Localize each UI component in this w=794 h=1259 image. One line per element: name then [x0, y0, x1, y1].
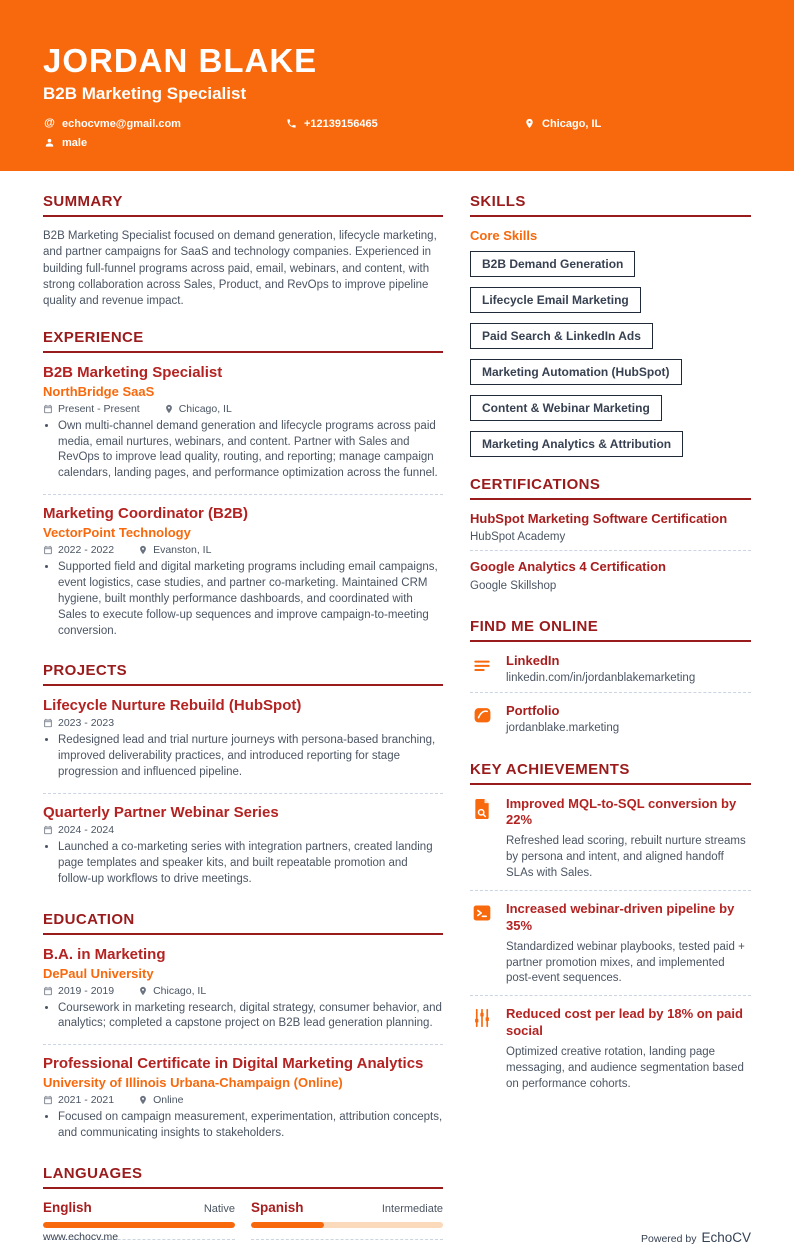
contact-location — [523, 117, 601, 130]
education-item — [43, 946, 443, 1037]
education-heading: EDUCATION — [43, 911, 443, 935]
right-column — [470, 193, 751, 1259]
calendar-icon — [43, 718, 53, 728]
skill-chip: Content & Webinar Marketing — [470, 395, 662, 421]
document-search-icon — [470, 796, 494, 882]
certifications-heading: CERTIFICATIONS — [470, 476, 751, 500]
experience-bullet: • Own multi-channel demand generation and lifecycle programs across paid media, email nurtures, webinars, and content. Partner with Sales and RevOps to improve lead quality, routing, and reporting; manage campaign calendars, landing pages, and performance optimization across the funnel. — [58, 419, 443, 482]
location-pin-icon — [138, 1095, 148, 1105]
person-job-title: B2B Marketing Specialist — [43, 84, 247, 103]
experience-job-title: B2B Marketing Specialist — [43, 363, 223, 381]
sliders-icon — [470, 1006, 494, 1092]
phone-icon — [285, 117, 298, 130]
calendar-icon — [43, 1095, 53, 1105]
key-achievements-heading: KEY ACHIEVEMENTS — [470, 761, 751, 785]
linkedin-lines-icon — [470, 653, 494, 684]
certification-item — [470, 511, 751, 550]
online-profile-item — [470, 653, 751, 692]
education-dates: 2019 - 2019 — [58, 984, 115, 997]
project-dates: 2023 - 2023 — [58, 717, 115, 730]
education-bullets — [43, 1001, 443, 1033]
project-bullet: • Launched a co-marketing series with integration partners, created landing page templates and speaker kits, and built repeatable promotion and follow-up workflows to drive meetings. — [58, 840, 443, 888]
skill-chip: Marketing Automation (HubSpot) — [470, 359, 682, 385]
section-summary — [43, 193, 443, 310]
language-name: English — [43, 1199, 92, 1215]
project-bullets — [43, 840, 443, 888]
contact-email — [43, 117, 285, 130]
contact-row-1 — [43, 117, 751, 130]
experience-meta — [43, 403, 443, 415]
resume-body — [0, 171, 794, 1259]
location-pin-icon — [523, 117, 536, 130]
experience-job-title: Marketing Coordinator (B2B) — [43, 505, 249, 523]
certification-issuer: Google Skillshop — [470, 579, 557, 592]
project-dates: 2024 - 2024 — [58, 823, 115, 836]
contact-phone — [285, 117, 523, 130]
location-pin-icon — [138, 545, 148, 555]
location-value: Chicago, IL — [542, 117, 602, 130]
experience-company: VectorPoint Technology — [43, 525, 191, 541]
achievement-description: Standardized webinar playbooks, tested paid + partner promotion mixes, and implemented post-event sequences. — [506, 940, 745, 985]
section-find-me-online — [470, 618, 751, 742]
contact-gender — [43, 136, 87, 149]
education-degree: Professional Certificate in Digital Marketing Analytics — [43, 1055, 424, 1073]
resume-header — [0, 0, 794, 171]
online-profile-url[interactable]: linkedin.com/in/jordanblakemarketing — [506, 671, 696, 684]
portfolio-icon — [470, 703, 494, 734]
contact-row-2 — [43, 136, 751, 149]
achievement-item — [470, 796, 751, 890]
education-location: Chicago, IL — [153, 984, 207, 997]
project-item — [43, 793, 443, 892]
gender-value: male — [62, 136, 88, 149]
section-experience — [43, 329, 443, 644]
achievement-description: Optimized creative rotation, landing page messaging, and audience segmentation based on performance cohorts. — [506, 1046, 744, 1090]
achievement-text-block — [506, 1006, 751, 1092]
online-profile-label: Portfolio — [506, 702, 560, 718]
education-item — [43, 1044, 443, 1146]
certification-name: Google Analytics 4 Certification — [470, 559, 667, 575]
language-name: Spanish — [251, 1199, 304, 1215]
education-meta — [43, 985, 443, 997]
skills-heading: SKILLS — [470, 193, 751, 217]
brand-name: EchoCV — [701, 1229, 751, 1245]
language-level: Intermediate — [381, 1202, 443, 1215]
left-column — [43, 193, 443, 1259]
calendar-icon — [43, 404, 53, 414]
summary-heading: SUMMARY — [43, 193, 443, 217]
section-education — [43, 911, 443, 1146]
email-at-icon: @ — [44, 117, 55, 129]
calendar-icon — [43, 545, 53, 555]
achievement-title: Improved MQL-to-SQL conversion by 22% — [506, 795, 737, 828]
experience-company: NorthBridge SaaS — [43, 383, 155, 399]
education-school: DePaul University — [43, 965, 154, 981]
education-bullet: • Focused on campaign measurement, experimentation, attribution concepts, and communicating insights to stakeholders. — [58, 1110, 443, 1142]
achievement-item — [470, 890, 751, 995]
skill-chip: Marketing Analytics & Attribution — [470, 431, 683, 457]
education-dates: 2021 - 2021 — [58, 1094, 115, 1107]
project-meta — [43, 824, 443, 836]
achievement-title: Reduced cost per lead by 18% on paid social — [506, 1006, 743, 1039]
person-name: JORDAN BLAKE — [43, 42, 318, 79]
certification-name: HubSpot Marketing Software Certification — [470, 511, 728, 526]
powered-by — [641, 1230, 751, 1245]
experience-dates: 2022 - 2022 — [58, 544, 115, 557]
experience-item — [43, 364, 443, 486]
footer-site-url: www.echocv.me — [43, 1231, 119, 1244]
terminal-icon — [470, 901, 494, 987]
project-bullets — [43, 733, 443, 781]
online-profile-item — [470, 692, 751, 742]
project-title: Lifecycle Nurture Rebuild (HubSpot) — [43, 697, 302, 715]
online-profile-url[interactable]: jordanblake.marketing — [506, 721, 620, 734]
experience-item — [43, 494, 443, 643]
certification-item — [470, 550, 751, 598]
education-school: University of Illinois Urbana-Champaign (Online) — [43, 1075, 343, 1091]
project-title: Quarterly Partner Webinar Series — [43, 803, 279, 821]
calendar-icon — [43, 986, 53, 996]
phone-value: +12139156465 — [304, 117, 378, 130]
online-profile-text — [506, 653, 695, 684]
location-pin-icon — [138, 986, 148, 996]
online-profile-label: LinkedIn — [506, 652, 560, 668]
location-pin-icon — [164, 404, 174, 414]
experience-location: Evanston, IL — [153, 544, 212, 557]
language-level: Native — [203, 1202, 235, 1215]
experience-heading: EXPERIENCE — [43, 329, 443, 353]
projects-heading: PROJECTS — [43, 662, 443, 686]
achievement-item — [470, 995, 751, 1100]
section-skills — [470, 193, 751, 457]
skills-group-label: Core Skills — [470, 228, 538, 243]
achievement-description: Refreshed lead scoring, rebuilt nurture streams by persona and intent, and aligned handoff SLAs with Sales. — [506, 835, 746, 879]
experience-bullets — [43, 419, 443, 482]
email-value: echocvme@gmail.com — [62, 117, 181, 130]
education-bullets — [43, 1110, 443, 1142]
experience-bullet: • Supported field and digital marketing programs including email campaigns, event logistics, case studies, and partner co-marketing. Maintained CRM hygiene, built monthly performance dashboards, and coordinated with Sales to execute follow-up sequences and improve campaign-to-meeting conversion. — [58, 560, 443, 639]
achievement-text-block — [506, 796, 751, 882]
find-me-online-heading: FIND ME ONLINE — [470, 618, 751, 642]
summary-text: B2B Marketing Specialist focused on demand generation, lifecycle marketing, and partner campaigns for SaaS and technology companies. Experienced in building full-funnel programs across paid, email, webinars, and content, with strong collaboration across Sales, Product, and RevOps to improve pipeline quality and revenue impact. — [43, 230, 437, 308]
education-bullet: • Coursework in marketing research, digital strategy, consumer behavior, and analytics; completed a capstone project on B2B lead generation planning. — [58, 1001, 443, 1033]
achievement-title: Increased webinar-driven pipeline by 35% — [506, 900, 735, 933]
page-footer — [0, 1220, 794, 1259]
education-location: Online — [153, 1094, 184, 1107]
skill-chip: Lifecycle Email Marketing — [470, 287, 641, 313]
experience-location: Chicago, IL — [178, 402, 232, 415]
languages-heading: LANGUAGES — [43, 1165, 443, 1189]
section-certifications — [470, 476, 751, 599]
project-item — [43, 697, 443, 785]
education-degree: B.A. in Marketing — [43, 945, 166, 963]
education-meta — [43, 1094, 443, 1106]
skill-chip: Paid Search & LinkedIn Ads — [470, 323, 653, 349]
person-icon — [43, 136, 56, 149]
online-profile-text — [506, 703, 619, 734]
powered-by-prefix: Powered by — [641, 1232, 697, 1245]
calendar-icon — [43, 825, 53, 835]
project-meta — [43, 717, 443, 729]
skill-chip: B2B Demand Generation — [470, 251, 635, 277]
section-projects — [43, 662, 443, 891]
experience-bullets — [43, 560, 443, 639]
certification-issuer: HubSpot Academy — [470, 531, 566, 544]
project-bullet: • Redesigned lead and trial nurture journeys with persona-based branching, improved deliverability practices, and introduced reporting for stage progression and influenced pipeline. — [58, 733, 443, 781]
achievement-text-block — [506, 901, 751, 987]
section-key-achievements — [470, 761, 751, 1101]
experience-dates: Present - Present — [58, 402, 140, 415]
experience-meta — [43, 544, 443, 556]
